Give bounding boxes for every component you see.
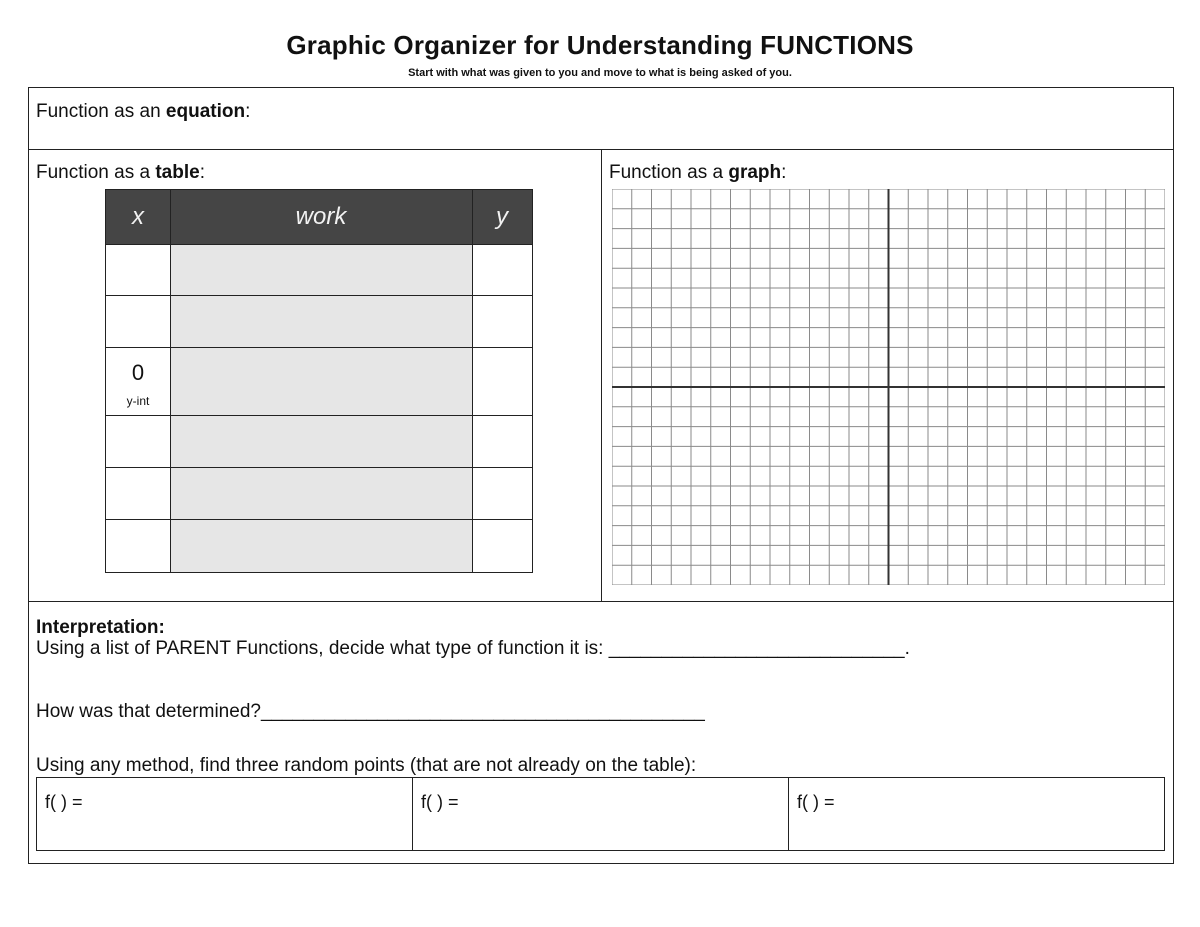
organizer-sheet: [28, 87, 1174, 864]
question-function-type: Using a list of PARENT Functions, decide what type of function it is: ____________________________.: [36, 638, 910, 659]
divider-interpretation: [29, 601, 1173, 602]
function-table: [105, 189, 533, 573]
page-title: Graphic Organizer for Understanding FUNCTIONS: [286, 30, 914, 60]
divider-table-graph: [601, 149, 602, 601]
row-divider: [106, 467, 532, 468]
header-x: x: [132, 203, 144, 230]
graph-label: Function as a graph:: [609, 162, 787, 183]
equation-label: Function as an equation:: [36, 101, 251, 122]
point-cell-1[interactable]: f( ) =: [37, 778, 413, 850]
y-int-label: y-int: [126, 394, 150, 408]
point-cell-2[interactable]: f( ) =: [413, 778, 789, 850]
page-subtitle: Start with what was given to you and move to what is being asked of you.: [408, 67, 792, 79]
points-table: [36, 777, 1165, 851]
row-divider: [106, 519, 532, 520]
question-random-points: Using any method, find three random points (that are not already on the table):: [36, 755, 697, 776]
row-divider: [106, 347, 532, 348]
point-cell-3[interactable]: f( ) =: [797, 792, 835, 812]
table-label: Function as a table:: [36, 162, 205, 183]
column-divider: [170, 190, 171, 572]
x-value-zero: 0: [131, 360, 145, 385]
header-y: y: [496, 203, 508, 230]
row-divider: [106, 244, 532, 245]
coordinate-grid[interactable]: [612, 189, 1165, 585]
row-divider: [106, 415, 532, 416]
column-divider: [472, 190, 473, 572]
interpretation-heading: Interpretation:: [36, 617, 165, 638]
work-column: [170, 244, 472, 572]
row-divider: [106, 295, 532, 296]
header-work: work: [295, 203, 347, 230]
question-how-determined: How was that determined?__________________________________________: [36, 701, 705, 722]
